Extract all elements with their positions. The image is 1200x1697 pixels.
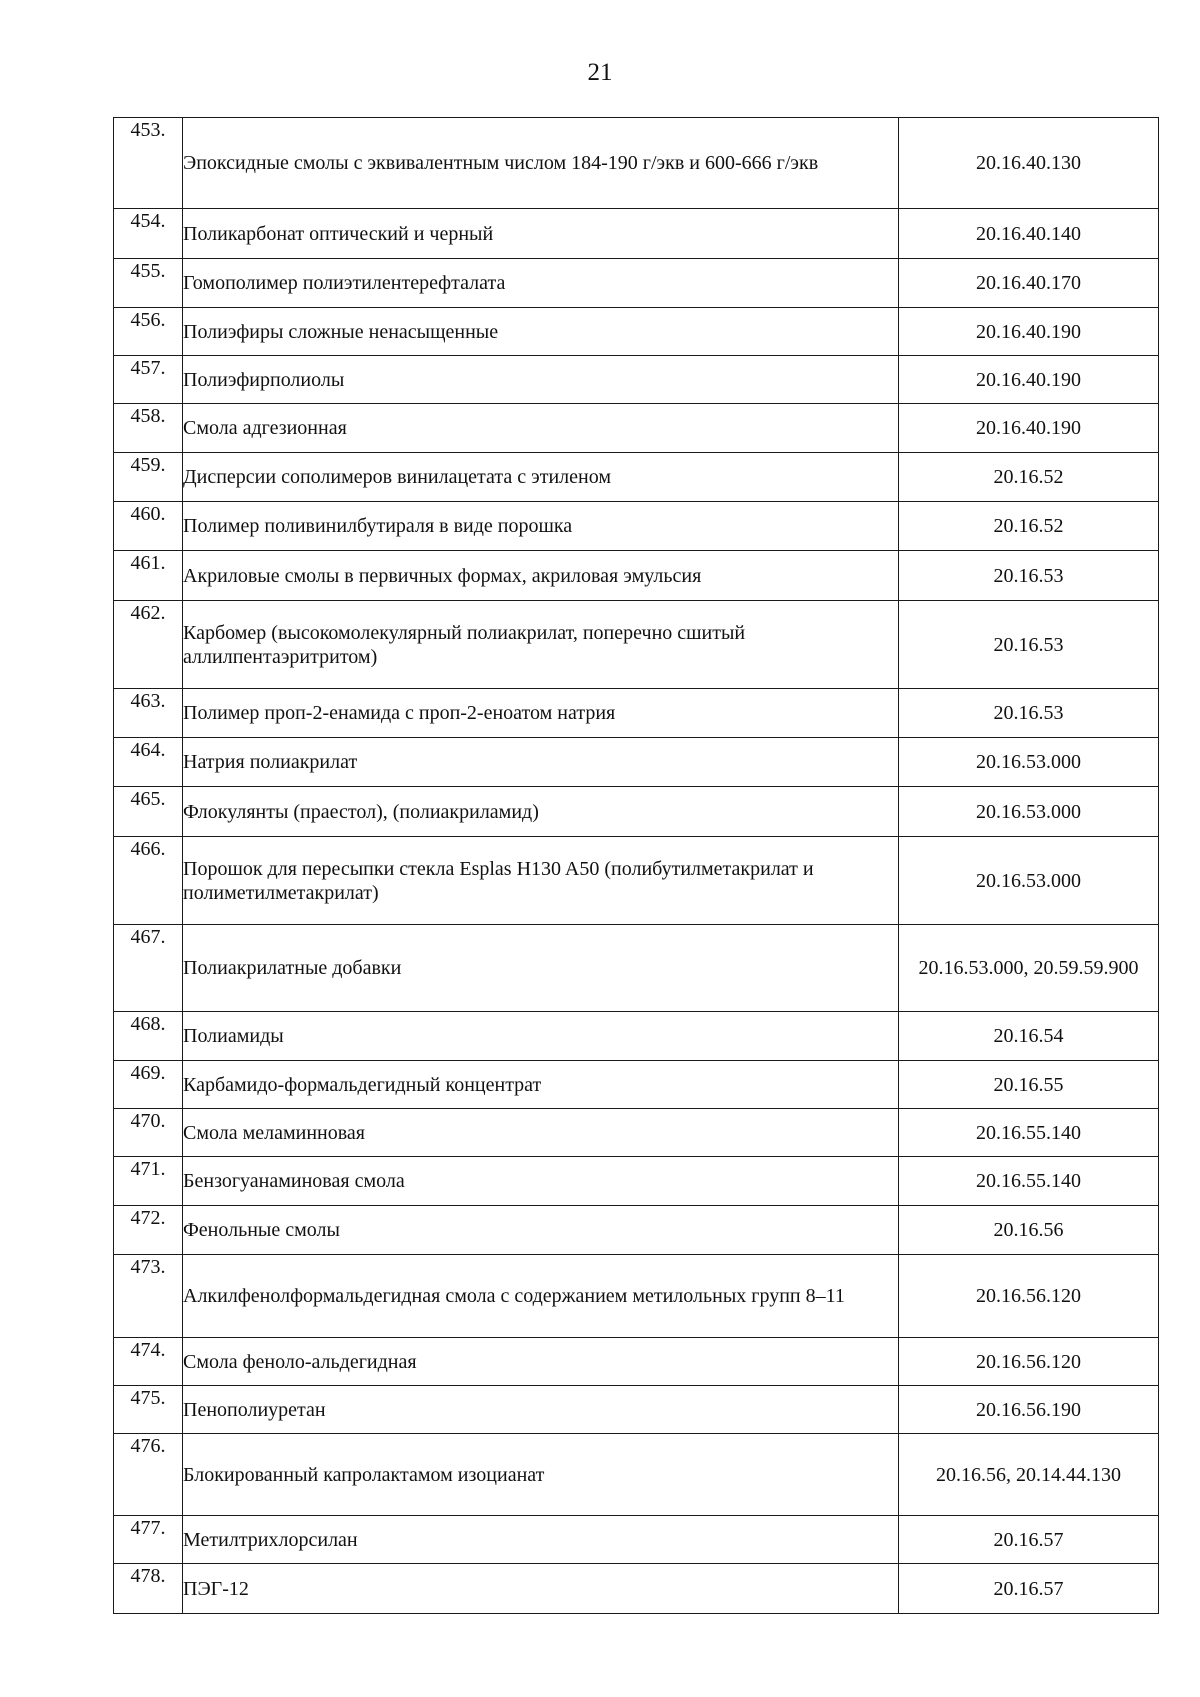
okpd-code: 20.16.40.190 xyxy=(899,404,1159,453)
substance-name: Карбамидо-формальдегидный концентрат xyxy=(183,1061,899,1109)
table-row xyxy=(114,1516,1159,1564)
okpd-code: 20.16.53 xyxy=(899,601,1159,689)
substance-name: Полиэфирполиолы xyxy=(183,356,899,404)
substance-name: Натрия полиакрилат xyxy=(183,738,899,787)
table-row xyxy=(114,1061,1159,1109)
okpd-code: 20.16.53.000, 20.59.59.900 xyxy=(899,925,1159,1012)
okpd-code: 20.16.53 xyxy=(899,689,1159,738)
okpd-code: 20.16.56, 20.14.44.130 xyxy=(899,1434,1159,1516)
row-number: 477. xyxy=(114,1516,183,1564)
substance-name: Порошок для пересыпки стекла Esplas H130 A50 (полибутилметакрилат и полиметилметакрилат) xyxy=(183,837,899,925)
row-number: 468. xyxy=(114,1012,183,1061)
table-row xyxy=(114,1564,1159,1614)
table-row xyxy=(114,787,1159,837)
okpd-code: 20.16.55.140 xyxy=(899,1109,1159,1157)
table-row xyxy=(114,118,1159,209)
okpd-code: 20.16.54 xyxy=(899,1012,1159,1061)
table-row xyxy=(114,259,1159,308)
okpd-code: 20.16.52 xyxy=(899,453,1159,502)
row-number: 472. xyxy=(114,1206,183,1255)
substance-name: Флокулянты (праестол), (полиакриламид) xyxy=(183,787,899,837)
substance-name: Фенольные смолы xyxy=(183,1206,899,1255)
substance-name: Пенополиуретан xyxy=(183,1386,899,1434)
table-row xyxy=(114,404,1159,453)
okpd-code: 20.16.52 xyxy=(899,502,1159,551)
okpd-code: 20.16.40.130 xyxy=(899,118,1159,209)
row-number: 459. xyxy=(114,453,183,502)
row-number: 453. xyxy=(114,118,183,209)
substance-name: Дисперсии сополимеров винилацетата с этиленом xyxy=(183,453,899,502)
row-number: 465. xyxy=(114,787,183,837)
okpd-code: 20.16.40.190 xyxy=(899,308,1159,356)
table-row xyxy=(114,1434,1159,1516)
table-row xyxy=(114,1386,1159,1434)
row-number: 458. xyxy=(114,404,183,453)
table-row xyxy=(114,689,1159,738)
okpd-code: 20.16.57 xyxy=(899,1564,1159,1614)
okpd-code: 20.16.56.190 xyxy=(899,1386,1159,1434)
substance-name: ПЭГ-12 xyxy=(183,1564,899,1614)
row-number: 473. xyxy=(114,1255,183,1338)
table-row xyxy=(114,1012,1159,1061)
substance-name: Блокированный капролактамом изоцианат xyxy=(183,1434,899,1516)
table-row xyxy=(114,209,1159,259)
row-number: 457. xyxy=(114,356,183,404)
okpd-code: 20.16.53.000 xyxy=(899,738,1159,787)
okpd-code: 20.16.53 xyxy=(899,551,1159,601)
substance-name: Карбомер (высокомолекулярный полиакрилат, поперечно сшитый аллилпентаэритритом) xyxy=(183,601,899,689)
table-row xyxy=(114,1206,1159,1255)
substance-name: Эпоксидные смолы с эквивалентным числом 184-190 г/экв и 600-666 г/экв xyxy=(183,118,899,209)
okpd-code: 20.16.57 xyxy=(899,1516,1159,1564)
table-row xyxy=(114,551,1159,601)
row-number: 461. xyxy=(114,551,183,601)
okpd-code: 20.16.40.170 xyxy=(899,259,1159,308)
substance-name: Акриловые смолы в первичных формах, акриловая эмульсия xyxy=(183,551,899,601)
okpd-code: 20.16.56 xyxy=(899,1206,1159,1255)
okpd-code: 20.16.40.140 xyxy=(899,209,1159,259)
okpd-code: 20.16.55 xyxy=(899,1061,1159,1109)
table-row xyxy=(114,356,1159,404)
okpd-code: 20.16.40.190 xyxy=(899,356,1159,404)
row-number: 478. xyxy=(114,1564,183,1614)
okpd-code: 20.16.53.000 xyxy=(899,787,1159,837)
substance-name: Метилтрихлорсилан xyxy=(183,1516,899,1564)
row-number: 460. xyxy=(114,502,183,551)
okpd-code: 20.16.56.120 xyxy=(899,1255,1159,1338)
table-row xyxy=(114,308,1159,356)
table-row xyxy=(114,453,1159,502)
substance-name: Смола феноло-альдегидная xyxy=(183,1338,899,1386)
table-row xyxy=(114,738,1159,787)
row-number: 456. xyxy=(114,308,183,356)
row-number: 471. xyxy=(114,1157,183,1206)
substance-name: Полиамиды xyxy=(183,1012,899,1061)
substance-name: Полиэфиры сложные ненасыщенные xyxy=(183,308,899,356)
substance-name: Смола меламинновая xyxy=(183,1109,899,1157)
table-row xyxy=(114,1255,1159,1338)
row-number: 462. xyxy=(114,601,183,689)
row-number: 475. xyxy=(114,1386,183,1434)
table-row xyxy=(114,601,1159,689)
substance-name: Поликарбонат оптический и черный xyxy=(183,209,899,259)
row-number: 469. xyxy=(114,1061,183,1109)
row-number: 463. xyxy=(114,689,183,738)
table-row xyxy=(114,837,1159,925)
table-row xyxy=(114,502,1159,551)
table-row xyxy=(114,1338,1159,1386)
substance-name: Гомополимер полиэтилентерефталата xyxy=(183,259,899,308)
row-number: 476. xyxy=(114,1434,183,1516)
row-number: 464. xyxy=(114,738,183,787)
substance-name: Полиакрилатные добавки xyxy=(183,925,899,1012)
row-number: 467. xyxy=(114,925,183,1012)
row-number: 455. xyxy=(114,259,183,308)
table-row xyxy=(114,1157,1159,1206)
row-number: 466. xyxy=(114,837,183,925)
substance-name: Смола адгезионная xyxy=(183,404,899,453)
okpd-code: 20.16.55.140 xyxy=(899,1157,1159,1206)
substances-table xyxy=(113,117,1159,1614)
substance-name: Полимер поливинилбутираля в виде порошка xyxy=(183,502,899,551)
okpd-code: 20.16.53.000 xyxy=(899,837,1159,925)
substance-name: Алкилфенолформальдегидная смола с содержанием метилольных групп 8–11 xyxy=(183,1255,899,1338)
table-row xyxy=(114,925,1159,1012)
table-row xyxy=(114,1109,1159,1157)
substance-name: Бензогуанаминовая смола xyxy=(183,1157,899,1206)
row-number: 470. xyxy=(114,1109,183,1157)
okpd-code: 20.16.56.120 xyxy=(899,1338,1159,1386)
row-number: 474. xyxy=(114,1338,183,1386)
page-number: 21 xyxy=(587,59,613,86)
row-number: 454. xyxy=(114,209,183,259)
substance-name: Полимер проп-2-енамида с проп-2-еноатом натрия xyxy=(183,689,899,738)
